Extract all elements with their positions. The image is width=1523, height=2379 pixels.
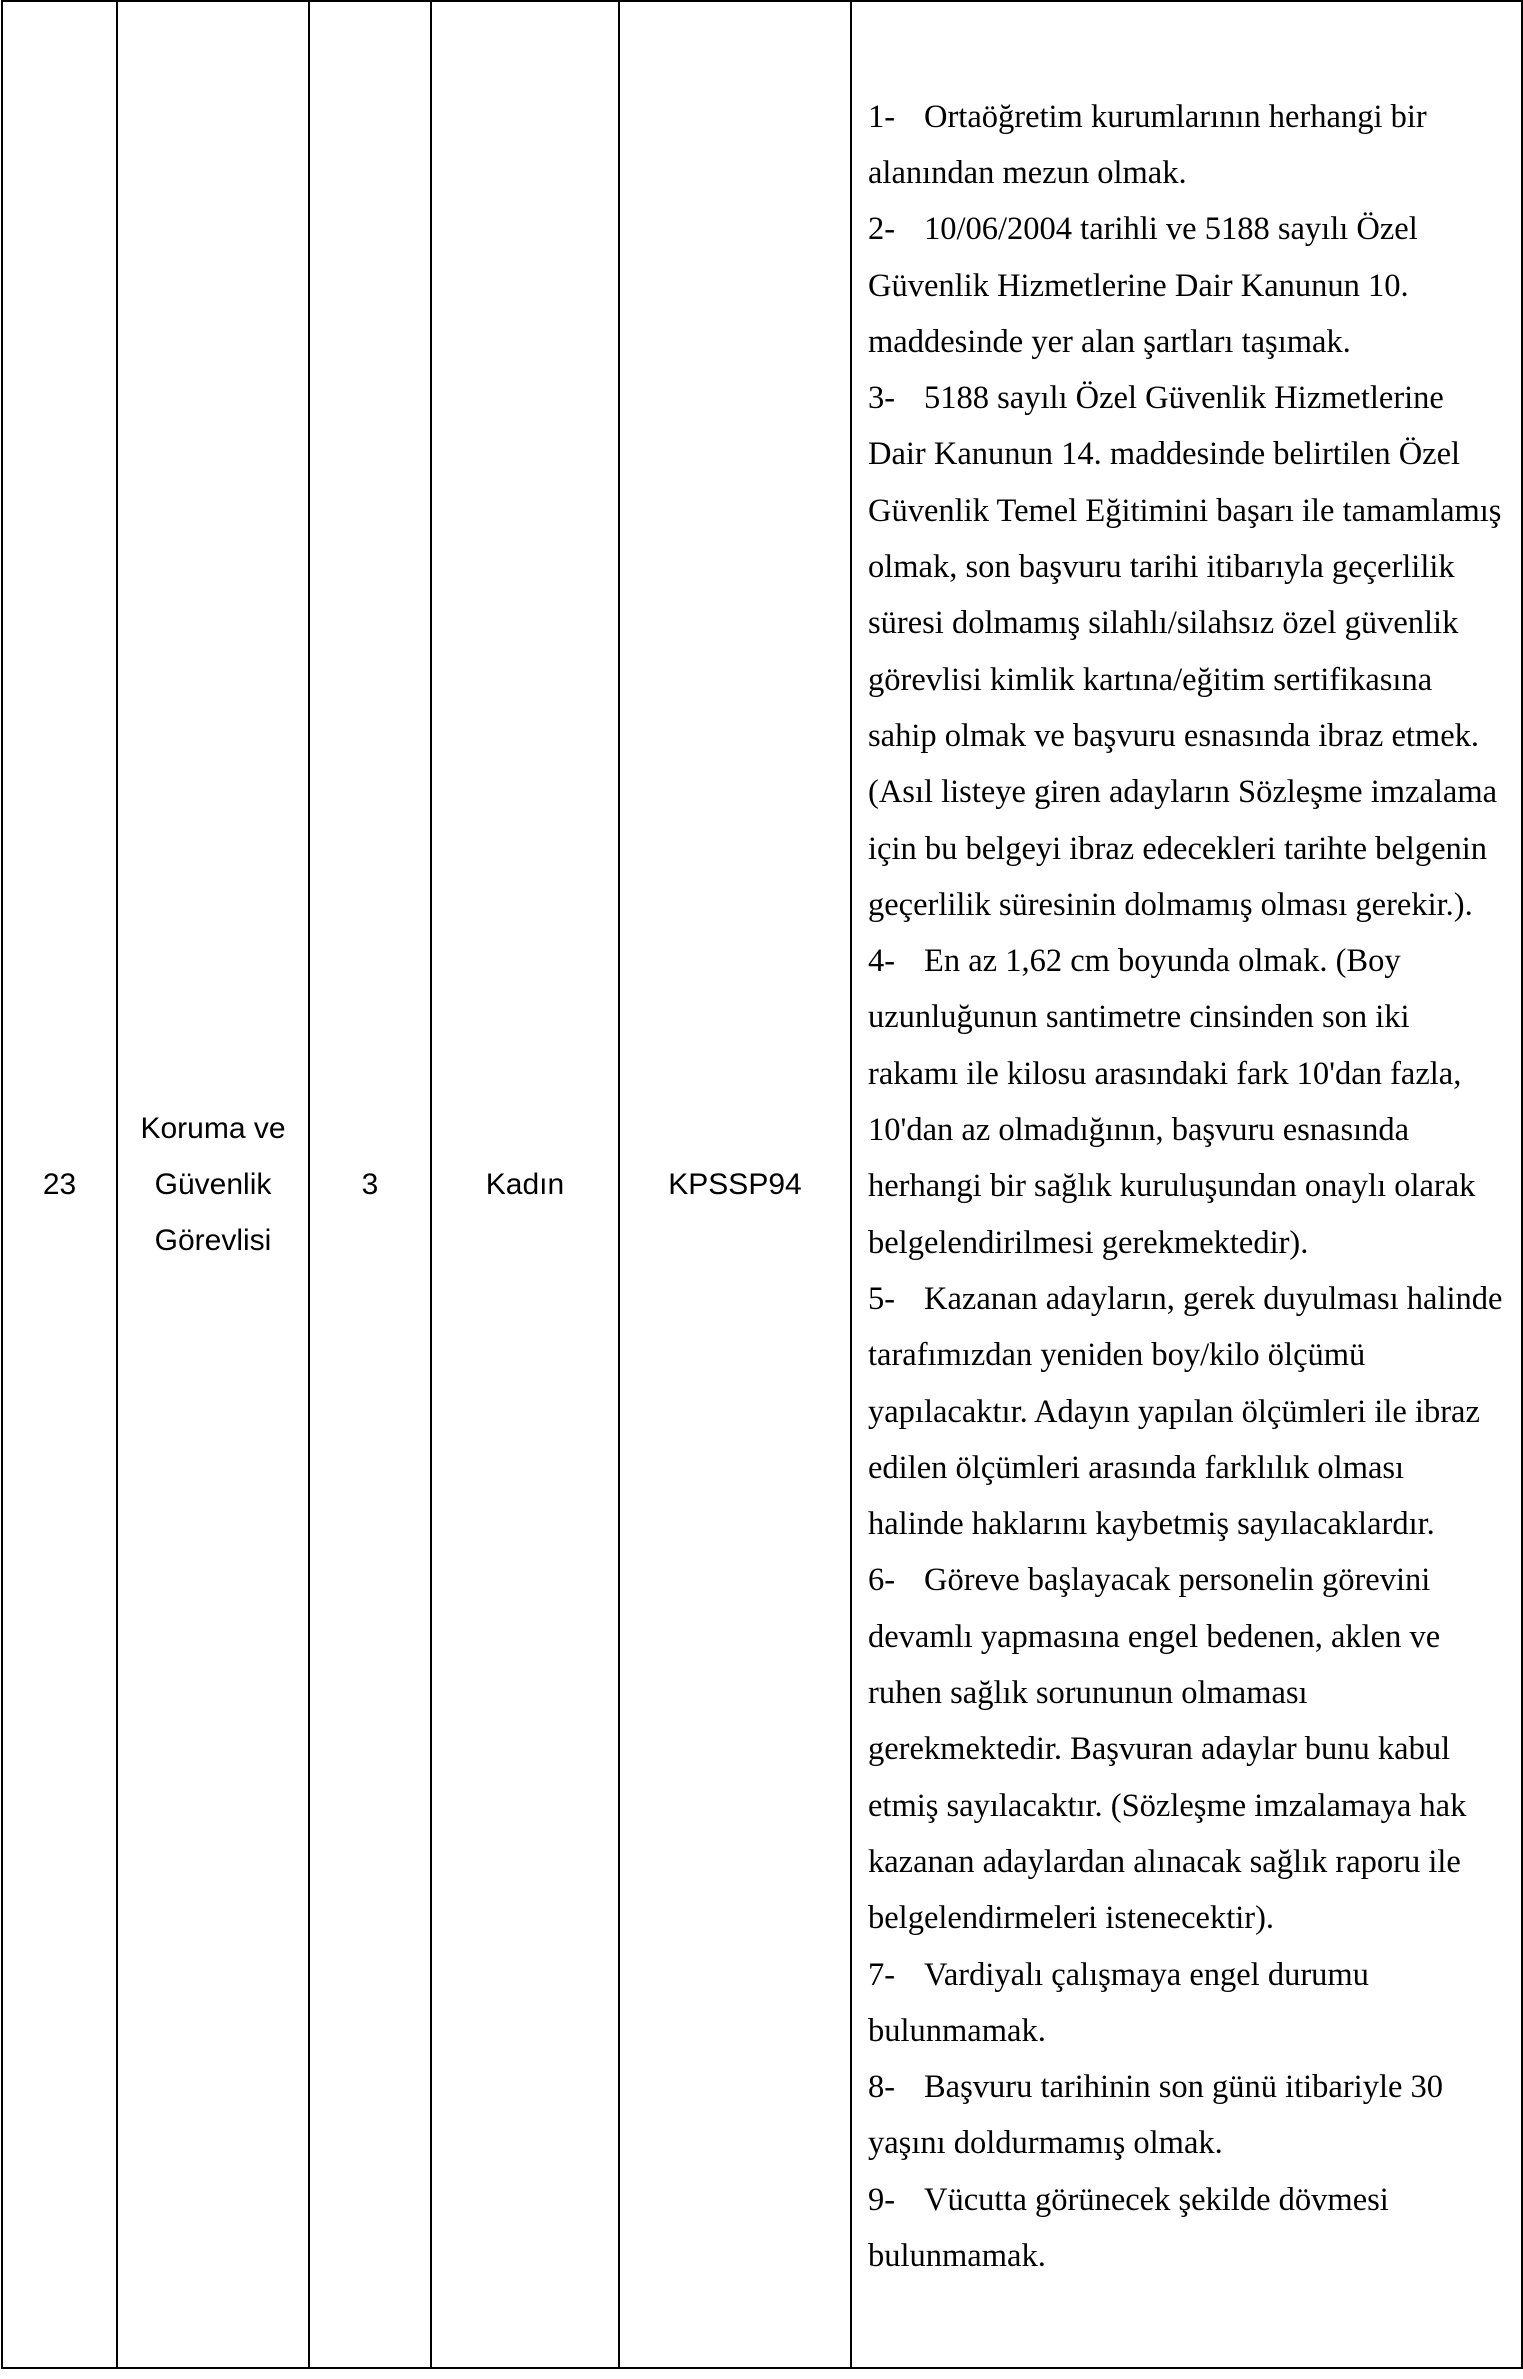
requirements-cell <box>851 1 1522 2368</box>
requirement-text: Başvuru tarihinin son günü itibariyle 30 yaşını doldurmamış olmak. <box>868 2069 1444 2162</box>
requirement-number: 6- <box>868 1562 896 1599</box>
requirements-list <box>868 89 1507 2285</box>
requirement-text: Ortaöğretim kurumlarının herhangi bir alanından mezun olmak. <box>868 98 1427 191</box>
list-item <box>868 370 1507 933</box>
requirement-text: 10/06/2004 tarihli ve 5188 sayılı Özel Güvenlik Hizmetlerine Dair Kanunun 10. maddesinde yer alan şartları taşımak. <box>868 211 1418 360</box>
score-type: KPSSP94 <box>668 1167 802 1201</box>
requirement-number: 8- <box>868 2069 896 2106</box>
requirement-number: 2- <box>868 211 896 248</box>
requirement-text: Vardiyalı çalışmaya engel durumu bulunmamak. <box>868 1956 1369 2049</box>
list-item <box>868 1552 1507 1946</box>
position-title: Koruma ve Güvenlik Görevlisi <box>140 1111 286 1257</box>
gender: Kadın <box>485 1167 565 1201</box>
row-number-cell <box>2 1 117 2368</box>
position-count: 3 <box>361 1167 379 1201</box>
list-item <box>868 933 1507 1271</box>
requirement-number: 1- <box>868 98 896 135</box>
requirement-number: 5- <box>868 1280 896 1317</box>
position-cell <box>117 1 309 2368</box>
requirement-text: Vücutta görünecek şekilde dövmesi bulunmamak. <box>868 2181 1389 2274</box>
list-item <box>868 2059 1507 2172</box>
count-cell <box>309 1 431 2368</box>
list-item <box>868 2172 1507 2285</box>
list-item <box>868 201 1507 370</box>
requirement-text: 5188 sayılı Özel Güvenlik Hizmetlerine Dair Kanunun 14. maddesinde belirtilen Özel Güvenlik Temel Eğitimini başarı ile tamamlamış olmak, son başvuru tarihi itibarıyla geçerlilik süresi dolmamış silahlı/silahsız özel güvenlik görevlisi kimlik kartına/eğitim sertifikasına sahip olmak ve başvuru esnasında ibraz etmek. (Asıl listeye giren adayların Sözleşme imzalama için bu belgeyi ibraz edecekleri tarihte belgenin geçerlilik süresinin dolmamış olması gerekir.). <box>868 380 1502 923</box>
requirement-number: 4- <box>868 943 896 980</box>
list-item <box>868 1947 1507 2060</box>
requirement-number: 3- <box>868 380 896 417</box>
requirements-table <box>1 0 1523 2369</box>
gender-cell <box>431 1 619 2368</box>
list-item <box>868 1271 1507 1552</box>
score-type-cell <box>619 1 851 2368</box>
requirement-number: 7- <box>868 1956 896 1993</box>
list-item <box>868 89 1507 202</box>
requirement-number: 9- <box>868 2181 896 2218</box>
row-number: 23 <box>42 1167 77 1201</box>
requirement-text: En az 1,62 cm boyunda olmak. (Boy uzunluğunun santimetre cinsinden son iki rakamı ile kilosu arasındaki fark 10'dan fazla, 10'dan az olmadığının, başvuru esnasında herhangi bir sağlık kuruluşundan onaylı olarak belgelendirilmesi gerekmektedir). <box>868 943 1476 1261</box>
requirement-text: Kazanan adayların, gerek duyulması halinde tarafımızdan yeniden boy/kilo ölçümü yapılacaktır. Adayın yapılan ölçümleri ile ibraz edilen ölçümleri arasında farklılık olması halinde haklarını kaybetmiş sayılacaklardır. <box>868 1280 1503 1543</box>
table-row <box>2 1 1522 2368</box>
requirement-text: Göreve başlayacak personelin görevini devamlı yapmasına engel bedenen, aklen ve ruhen sağlık sorununun olmaması gerekmektedir. Başvuran adaylar bunu kabul etmiş sayılacaktır. (Sözleşme imzalamaya hak kazanan adaylardan alınacak sağlık raporu ile belgelendirmeleri istenecektir). <box>868 1562 1467 1937</box>
